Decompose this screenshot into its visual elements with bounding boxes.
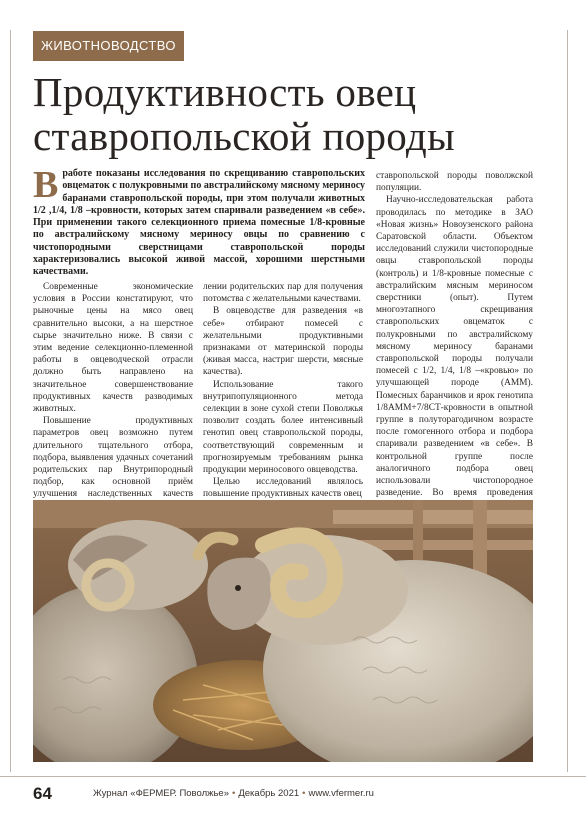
paragraph: Целью исследований являлось повышение продуктивных качеств овец bbox=[203, 477, 363, 500]
issue-date: Декабрь 2021 bbox=[238, 788, 300, 799]
text-column-1 bbox=[33, 281, 193, 525]
paragraph: Использование такого внутрипопуляционного метода селекции в зоне сухой степи Поволжья позволит создать более интенсивный генотип овец ставропольской породы, соответствующий современным и прогнозируемым требованиям рынка продукции мериносового овцеводства. bbox=[203, 379, 363, 476]
paragraph: В овцеводстве для разведения «в себе» отбирают помесей с желательными продуктивными признаками от материнской породы (живая масса, настриг шерсти, мясные качества). bbox=[203, 306, 363, 378]
article-title: Продуктивность овец ставропольской породы bbox=[33, 69, 455, 159]
left-margin-rule bbox=[10, 30, 11, 772]
drop-cap: В bbox=[33, 164, 59, 206]
article-lead bbox=[33, 164, 365, 279]
journal-name: Журнал «ФЕРМЕР. Поволжье» bbox=[93, 788, 229, 799]
page-number: 64 bbox=[33, 784, 52, 803]
website-link[interactable]: www.vfermer.ru bbox=[308, 788, 374, 799]
paragraph: ставропольской породы поволжской популяции. bbox=[376, 171, 533, 194]
text-column-2 bbox=[203, 281, 363, 501]
separator-dot-icon: • bbox=[232, 788, 236, 799]
footer-info bbox=[93, 788, 374, 799]
section-label: ЖИВОТНОВОДСТВО bbox=[33, 31, 184, 61]
paragraph: лении родительских пар для получения потомства с желательными качествами. bbox=[203, 282, 363, 305]
lead-text: работе показаны исследования по скрещиванию ставропольских овцематок с полукровными по австралийскому мясному мериносу баранами ставропольской породы, при этом получали животных 1/2 ,1/4, 1/8 –кровности, которых затем спаривали разведением «в себе». При применении такого селекционного приема помесные 1/8-кровные по австралийскому мясному мериносу овцы по сравнению с чистопородными сверстницами ставропольской породы характеризовались высокой живой массой, хорошими шерстными качествами. bbox=[33, 168, 365, 278]
right-margin-rule bbox=[567, 30, 568, 772]
text-column-3 bbox=[376, 170, 533, 536]
separator-dot-icon: • bbox=[302, 788, 306, 799]
paragraph: Научно-исследовательская работа проводилась по методике в ЗАО «Новая жизнь» Новоузенского района Саратовской области. Объектом исследований служили чистопородные овцы ставропольской породы (контроль) и 1/8-кровные помесные с австралийским мясным мериносом сверстники (опыт). Путем многоэтапного скрещивания ставропольских овцематок с полукровными по австралийскому мясному мериносу баранами ставропольской породы получали помесей с 1/2, 1/4, 1/8 –«кровью» по улучшающей породе (АММ). Помесных баранчиков и ярок генотипа 1/8АММ+7/8СТ-кровности в опытной группе в полуторагодичном возрасте после гомогенного отбора и подбора спаривали разведением «в себе». В контрольной группе после аналогичного подбора овец использовали чистопородное разведение. Во время проведения bbox=[376, 195, 533, 499]
sheep-photo bbox=[33, 500, 533, 762]
paragraph: Современные экономические условия в России констатируют, что рыночные цены на мясо овец сравнительно высоки, а на шерстное сырье значительно ниже. В связи с этим ведение селекционно-племенной работы в овцеводческой отрасли должно быть направлено на значительное совершенствование продуктивных качеств разводимых животных. bbox=[33, 282, 193, 415]
footer-rule bbox=[0, 776, 586, 777]
paragraph: Повышение продуктивных параметров овец возможно путем длительного тщательного отбора, подбора, выявления удачных сочетаний родительских пар Внутрипородный подбор, как основной приём улучшения наследственных качеств bbox=[33, 416, 193, 500]
